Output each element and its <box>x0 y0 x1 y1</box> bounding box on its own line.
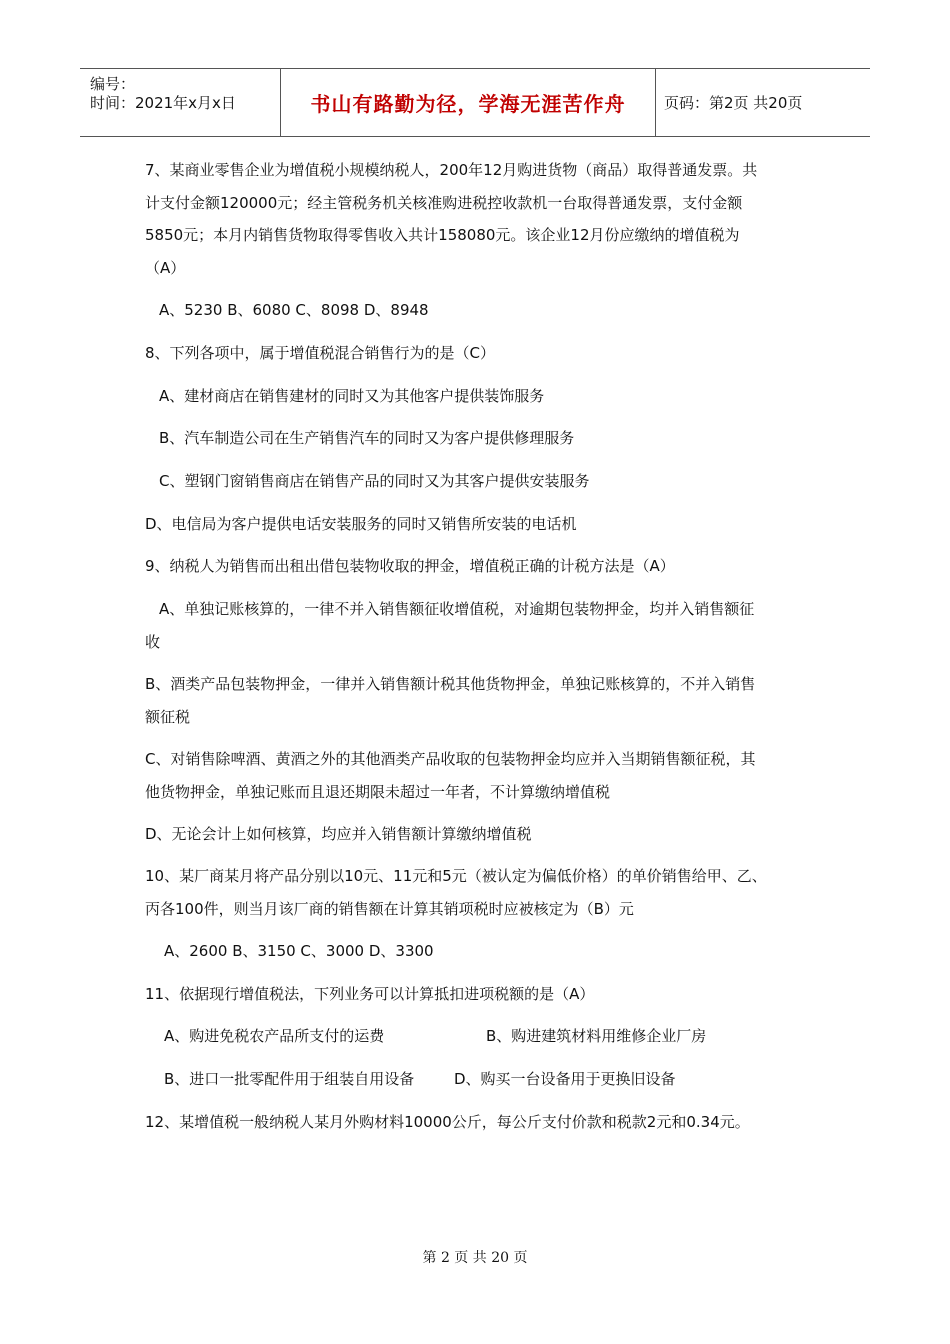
q9-option-a-line-2: 收 <box>145 633 161 651</box>
q10-line-1: 10、某厂商某月将产品分别以10元、11元和5元（被认定为偏低价格）的单价销售给甲、乙、 <box>145 867 767 885</box>
doc-time-label: 时间：2021年x月x日 <box>90 94 236 112</box>
q11-option-b: B、购进建筑材料用维修企业厂房 <box>486 1027 707 1045</box>
q8-option-a: A、建材商店在销售建材的同时又为其他客户提供装饰服务 <box>159 387 545 405</box>
q7-line-1: 7、某商业零售企业为增值税小规模纳税人，200年12月购进货物（商品）取得普通发票。共 <box>145 161 758 179</box>
q10-line-2: 丙各100件，则当月该厂商的销售额在计算其销项税时应被核定为（B）元 <box>145 900 634 918</box>
q7-line-2: 计支付金额120000元；经主管税务机关核准购进税控收款机一台取得普通发票，支付金额 <box>145 194 743 212</box>
q8-question: 8、下列各项中，属于增值税混合销售行为的是（C） <box>145 344 496 362</box>
doc-code-label: 编号： <box>90 75 136 93</box>
header-motto: 书山有路勤为径，学海无涯苦作舟 <box>310 92 626 116</box>
q9-option-b-line-2: 额征税 <box>145 708 191 726</box>
q11-question: 11、依据现行增值税法，下列业务可以计算抵扣进项税额的是（A） <box>145 985 595 1003</box>
q7-options: A、5230 B、6080 C、8098 D、8948 <box>159 301 429 319</box>
q7-line-3: 5850元；本月内销售货物取得零售收入共计158080元。该企业12月份应缴纳的增值税为 <box>145 226 740 244</box>
q7-line-4: （A） <box>145 259 186 277</box>
q11-option-a: A、购进免税农产品所支付的运费 <box>164 1027 385 1045</box>
q11-option-d: D、购买一台设备用于更换旧设备 <box>454 1070 676 1088</box>
q8-option-c: C、塑钢门窗销售商店在销售产品的同时又为其客户提供安装服务 <box>159 472 590 490</box>
q10-options: A、2600 B、3150 C、3000 D、3300 <box>164 942 434 960</box>
header-page-code: 页码：第2页 共20页 <box>664 94 803 112</box>
q9-option-a-line-1: A、单独记账核算的，一律不并入销售额征收增值税，对逾期包装物押金，均并入销售额征 <box>159 600 755 618</box>
q11-option-c: B、进口一批零配件用于组装自用设备 <box>164 1070 415 1088</box>
page-footer: 第 2 页 共 20 页 <box>422 1250 528 1266</box>
q8-option-b: B、汽车制造公司在生产销售汽车的同时又为客户提供修理服务 <box>159 429 575 447</box>
q8-option-d: D、电信局为客户提供电话安装服务的同时又销售所安装的电话机 <box>145 515 577 533</box>
q9-option-c-line-2: 他货物押金，单独记账而且退还期限未超过一年者，不计算缴纳增值税 <box>145 783 611 801</box>
q9-option-d: D、无论会计上如何核算，均应并入销售额计算缴纳增值税 <box>145 825 532 843</box>
q12-question: 12、某增值税一般纳税人某月外购材料10000公斤，每公斤支付价款和税款2元和0.34元。 <box>145 1113 750 1131</box>
q9-question: 9、纳税人为销售而出租出借包装物收取的押金，增值税正确的计税方法是（A） <box>145 557 675 575</box>
q9-option-c-line-1: C、对销售除啤酒、黄酒之外的其他酒类产品收取的包装物押金均应并入当期销售额征税，其 <box>145 750 756 768</box>
q9-option-b-line-1: B、酒类产品包装物押金，一律并入销售额计税其他货物押金，单独记账核算的，不并入销售 <box>145 675 756 693</box>
